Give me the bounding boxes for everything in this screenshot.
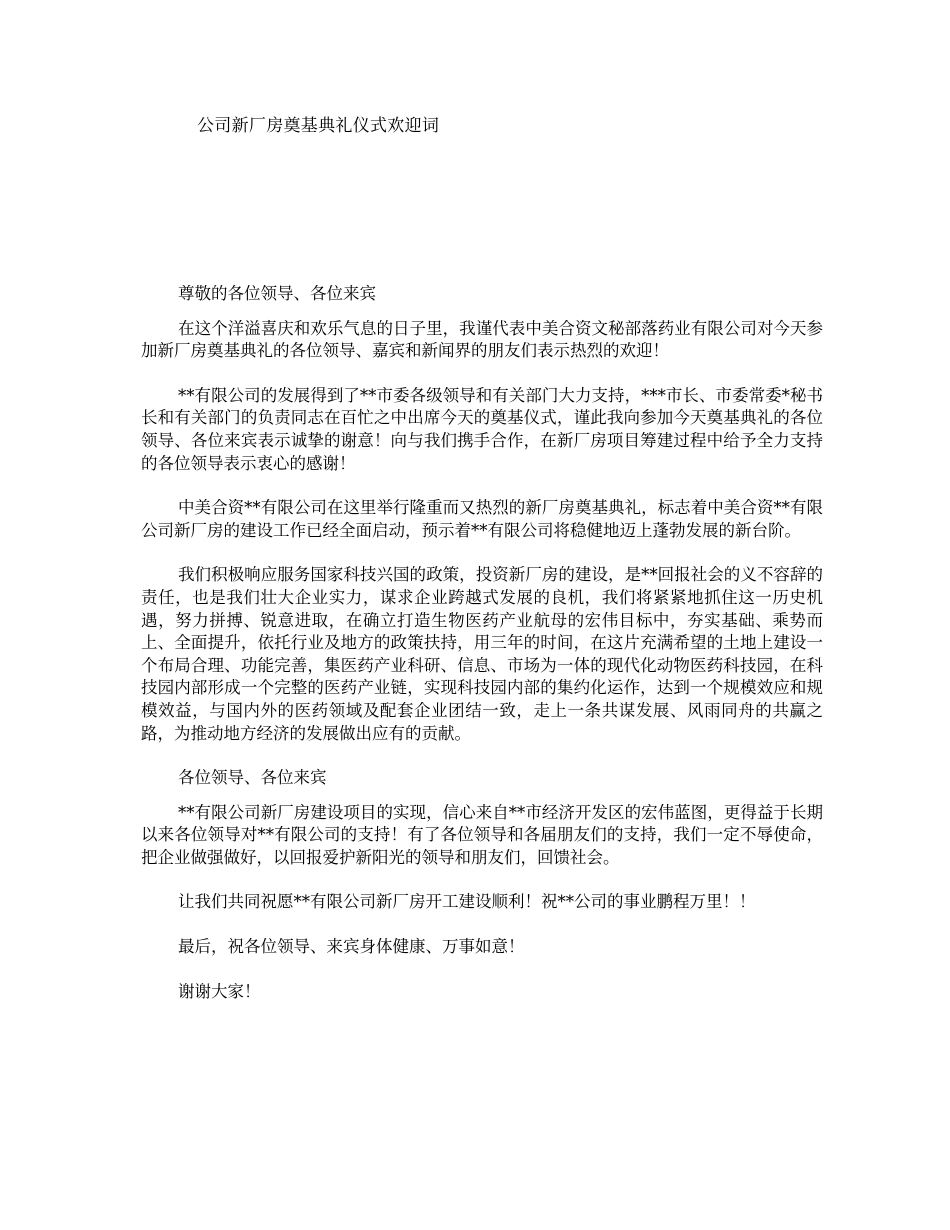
paragraph-welcome: 在这个洋溢喜庆和欢乐气息的日子里，我谨代表中美合资文秘部落药业有限公司对今天参加新厂房奠基典礼的各位领导、嘉宾和新闻界的朋友们表示热烈的欢迎！ [141,318,823,361]
paragraph-vision: 我们积极响应服务国家科技兴国的政策，投资新厂房的建设，是**回报社会的义不容辞的责任，也是我们壮大企业实力，谋求企业跨越式发展的良机，我们将紧紧地抓住这一历史机遇，努力拼搏、锐意进取，在确立打造生物医药产业航母的宏伟目标中，夯实基础、乘势而上、全面提升，依托行业及地方的政策扶持，用三年的时间，在这片充满希望的土地上建设一个布局合理、功能完善，集医药产业科研、信息、市场为一体的现代化动物医药科技园，在科技园内部形成一个完整的医药产业链，实现科技园内部的集约化运作，达到一个规模效应和规模效益，与国内外的医药领域及配套企业团结一致，走上一条共谋发展、风雨同舟的共赢之路，为推动地方经济的发展做出应有的贡献。 [141,565,823,743]
paragraph-support: **有限公司新厂房建设项目的实现，信心来自**市经济开发区的宏伟蓝图，更得益于长期以来各位领导对**有限公司的支持！有了各位领导和各届朋友们的支持，我们一定不辱使命，把企业做强做好，以回报爱护新阳光的领导和朋友们，回馈社会。 [141,802,823,867]
paragraph-closing: 谢谢大家！ [178,981,261,1001]
paragraph-thanks: **有限公司的发展得到了**市委各级领导和有关部门大力支持，***市长、市委常委*秘书长和有关部门的负责同志在百忙之中出席今天的奠基仪式，谨此我向参加今天奠基典礼的各位领导、各位来宾表示诚挚的谢意！向与我们携手合作，在新厂房项目筹建过程中给予全力支持的各位领导表示衷心的感谢！ [141,385,823,473]
document-title: 公司新厂房奠基典礼仪式欢迎词 [197,116,440,136]
paragraph-blessing: 让我们共同祝愿**有限公司新厂房开工建设顺利！祝**公司的事业鹏程万里！！ [178,892,756,912]
salutation-second: 各位领导、各位来宾 [178,768,327,788]
paragraph-ceremony: 中美合资**有限公司在这里举行隆重而又热烈的新厂房奠基典礼，标志着中美合资**有限公司新厂房的建设工作已经全面启动，预示着**有限公司将稳健地迈上蓬勃发展的新台阶。 [141,498,823,540]
paragraph-wishes: 最后，祝各位领导、来宾身体健康、万事如意！ [178,937,525,957]
salutation: 尊敬的各位领导、各位来宾 [178,284,376,303]
document-body [141,283,823,1025]
